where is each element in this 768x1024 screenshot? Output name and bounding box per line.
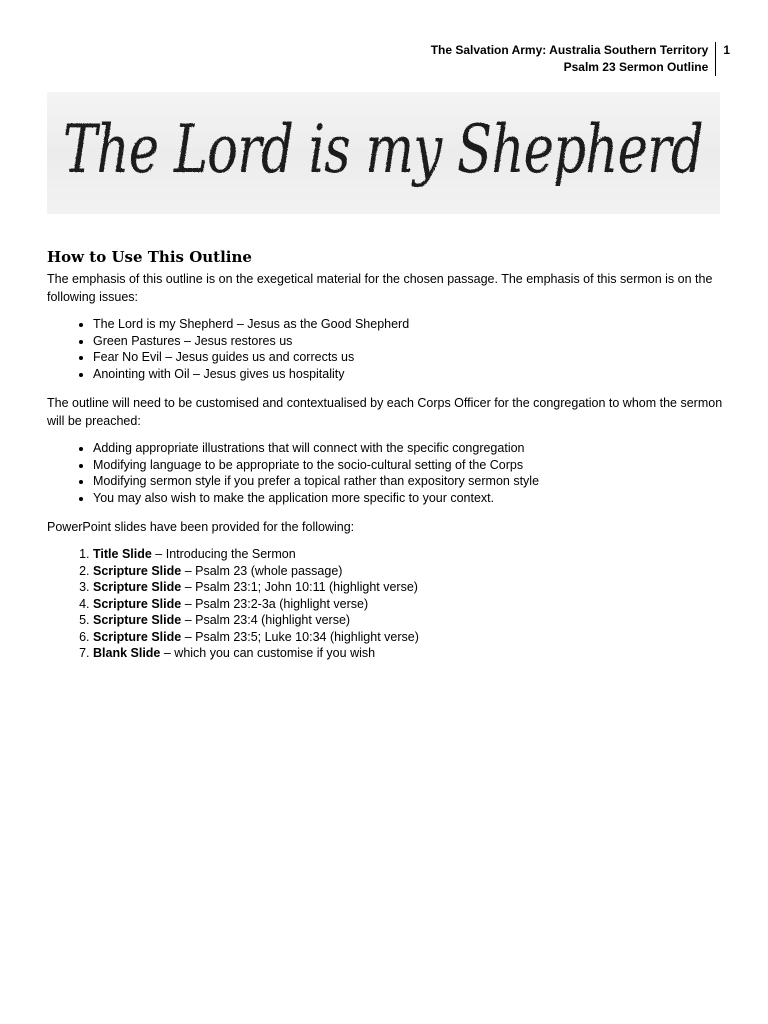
list-item: • Modifying sermon style if you prefer a topical rather than expository sermon style	[93, 473, 723, 490]
list-item	[93, 612, 723, 629]
main-content	[47, 246, 723, 674]
section-heading: How to Use This Outline	[47, 248, 252, 266]
slide-name: Scripture Slide	[93, 596, 182, 611]
slides-list	[47, 546, 723, 662]
list-item: • Fear No Evil – Jesus guides us and corrects us	[93, 349, 723, 366]
header-text	[431, 42, 717, 76]
title-banner-image	[47, 92, 720, 214]
banner-svg	[47, 92, 720, 214]
slide-name: Blank Slide	[93, 646, 161, 660]
slide-name: Title Slide	[93, 547, 152, 561]
list-item: • Green Pastures – Jesus restores us	[93, 333, 723, 350]
slide-name: Scripture Slide	[93, 580, 182, 594]
list-item: • The Lord is my Shepherd – Jesus as the Good Shepherd	[93, 316, 723, 333]
slide-desc: – Introducing the Sermon	[151, 547, 296, 561]
list-item: • Modifying language to be appropriate to the socio-cultural setting of the Corps	[93, 457, 723, 474]
list-item	[93, 546, 723, 563]
slide-name: Scripture Slide	[93, 629, 182, 644]
list-item	[93, 563, 723, 580]
slide-name: Scripture Slide	[93, 613, 182, 627]
slide-desc: – Psalm 23:2-3a (highlight verse)	[181, 596, 369, 611]
page-number: 1	[723, 43, 730, 57]
list-item	[93, 629, 723, 646]
customise-list	[47, 440, 723, 506]
slides-paragraph: PowerPoint slides have been provided for the following:	[47, 520, 355, 534]
header-org: The Salvation Army: Australia Southern Territory	[430, 43, 709, 57]
issues-list	[47, 316, 723, 382]
slide-desc: – Psalm 23:1; John 10:11 (highlight verse)	[181, 580, 418, 594]
banner-title: The Lord is my Shepherd	[63, 111, 703, 188]
list-item	[93, 579, 723, 596]
slide-desc: – Psalm 23:5; Luke 10:34 (highlight verse)	[181, 629, 419, 644]
list-item	[93, 645, 723, 662]
header-doc-title: Psalm 23 Sermon Outline	[563, 60, 709, 74]
slide-desc: – Psalm 23:4 (highlight verse)	[181, 613, 351, 627]
list-item: • Anointing with Oil – Jesus gives us hospitality	[93, 366, 723, 383]
list-item	[93, 596, 723, 613]
slide-desc: – which you can customise if you wish	[160, 646, 376, 660]
customise-paragraph: The outline will need to be customised and contextualised by each Corps Officer for the congregation to whom the sermon will be preached:	[47, 396, 723, 428]
slide-name: Scripture Slide	[93, 563, 182, 578]
intro-paragraph: The emphasis of this outline is on the exegetical material for the chosen passage. The emphasis of this sermon is on the following issues:	[47, 272, 713, 304]
list-item: • Adding appropriate illustrations that will connect with the specific congregation	[93, 440, 723, 457]
page-header	[431, 42, 730, 76]
slide-desc: – Psalm 23 (whole passage)	[181, 563, 343, 578]
list-item: • You may also wish to make the application more specific to your context.	[93, 490, 723, 507]
